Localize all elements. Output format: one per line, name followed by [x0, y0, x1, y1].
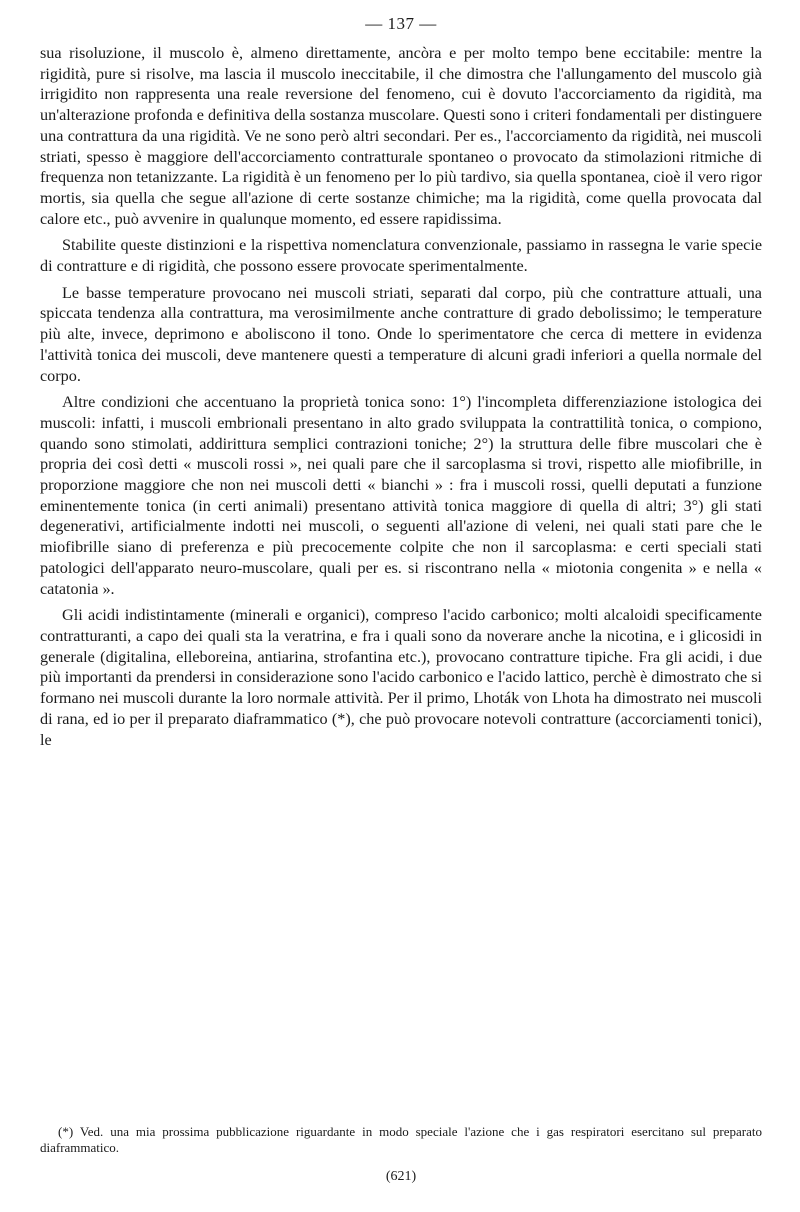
footer-page-number: (621) — [385, 1169, 417, 1184]
paragraph: Stabilite queste distinzioni e la rispettiva nomenclatura convenzionale, passiamo in rassegna le varie specie di contratture e di rigidità, che possono essere provocate sperimentalmente. — [40, 236, 762, 276]
body-text — [40, 43, 762, 756]
paragraph: Le basse temperature provocano nei muscoli striati, separati dal corpo, più che contratture attuali, una spiccata tendenza alla contrattura, ma verosimilmente anche contratture di grado debolissimo; le temperature più alte, invece, deprimono e aboliscono il tono. Onde lo sperimentatore che cerca di mettere in evidenza l'attività tonica dei muscoli, deve mantenere questi a temperature di alcuni gradi inferiori a quella normale del corpo. — [40, 283, 762, 385]
document-page — [40, 0, 762, 1212]
footnote: (*) Ved. una mia prossima pubblicazione riguardante in modo speciale l'azione che i gas respiratori esercitano sul preparato diaframmatico. — [40, 1124, 762, 1155]
paragraph: Gli acidi indistintamente (minerali e organici), compreso l'acido carbonico; molti alcaloidi specificamente contratturanti, a capo dei quali sta la veratrina, e fra i quali sono da noverare anche la nicotina, e i glicosidi in generale (digitalina, elleboreina, antiarina, strofantina etc.), provocano contratture tipiche. Fra gli acidi, i due più importanti da prendersi in considerazione sono l'acido carbonico e l'acido lattico, perchè è dimostrato che si formano nei muscoli durante la loro normale attività. Per il primo, Lhoták von Lhota ha dimostrato nei muscoli di rana, ed io per il preparato diaframmatico (*), che può provocare notevoli contratture (accorciamenti tonici), le — [40, 606, 762, 749]
paragraph: sua risoluzione, il muscolo è, almeno direttamente, ancòra e per molto tempo bene eccitabile: mentre la rigidità, pure si risolve, ma lascia il muscolo ineccitabile, il che dimostra che l'allungamento del muscolo già irrigidito non rappresenta una reale reversione del fenomeno, cui è dovuto l'accorciamento da rigidità, ma un'alterazione profonda e definitiva della sostanza muscolare. Questi sono i criteri fondamentali per distinguere una contrattura da una rigidità. Ve ne sono però altri secondari. Per es., l'accorciamento da rigidità, nei muscoli striati, spesso è maggiore dell'accorciamento contratturale spontaneo o provocato da stimolazioni ritmiche di frequenza non tetanizzante. La rigidità è un fenomeno per lo più tardivo, sia quella spontanea, cioè il vero rigor mortis, sia quella che segue all'azione di certe sostanze chimiche; ma la rigidità, come quella provocata dal calore etc., può avvenire in qualunque momento, ed essere rapidissima. — [40, 44, 762, 228]
paragraph: Altre condizioni che accentuano la proprietà tonica sono: 1°) l'incompleta differenziazione istologica dei muscoli: infatti, i muscoli embrionali presentano in alto grado sviluppata la contrattilità tonica, o compiono, quando sono stimolati, addirittura semplici contrazioni toniche; 2°) la struttura delle fibre muscolari che è propria dei così detti « muscoli rossi », nei quali pare che il sarcoplasma si trovi, rispetto alle miofibrille, in proporzione maggiore che non nei muscoli detti « bianchi » : fra i muscoli rossi, quelli deputati a funzione eminentemente tonica (in certi animali) presentano attività tonica maggiore di quella di altri; 3°) gli stati degenerativi, artificialmente indotti nei muscoli, o seguenti all'azione di veleni, nei quali stati pare che le miofibrille siano di preferenza e più precocemente colpite che non il sarcoplasma: e certi speciali stati patologici dell'apparato neuro-muscolare, quali per es. si riscontrano nella « miotonia congenita » e nella « catatonia ». — [40, 393, 762, 598]
page-number: — 137 — — [365, 14, 437, 33]
